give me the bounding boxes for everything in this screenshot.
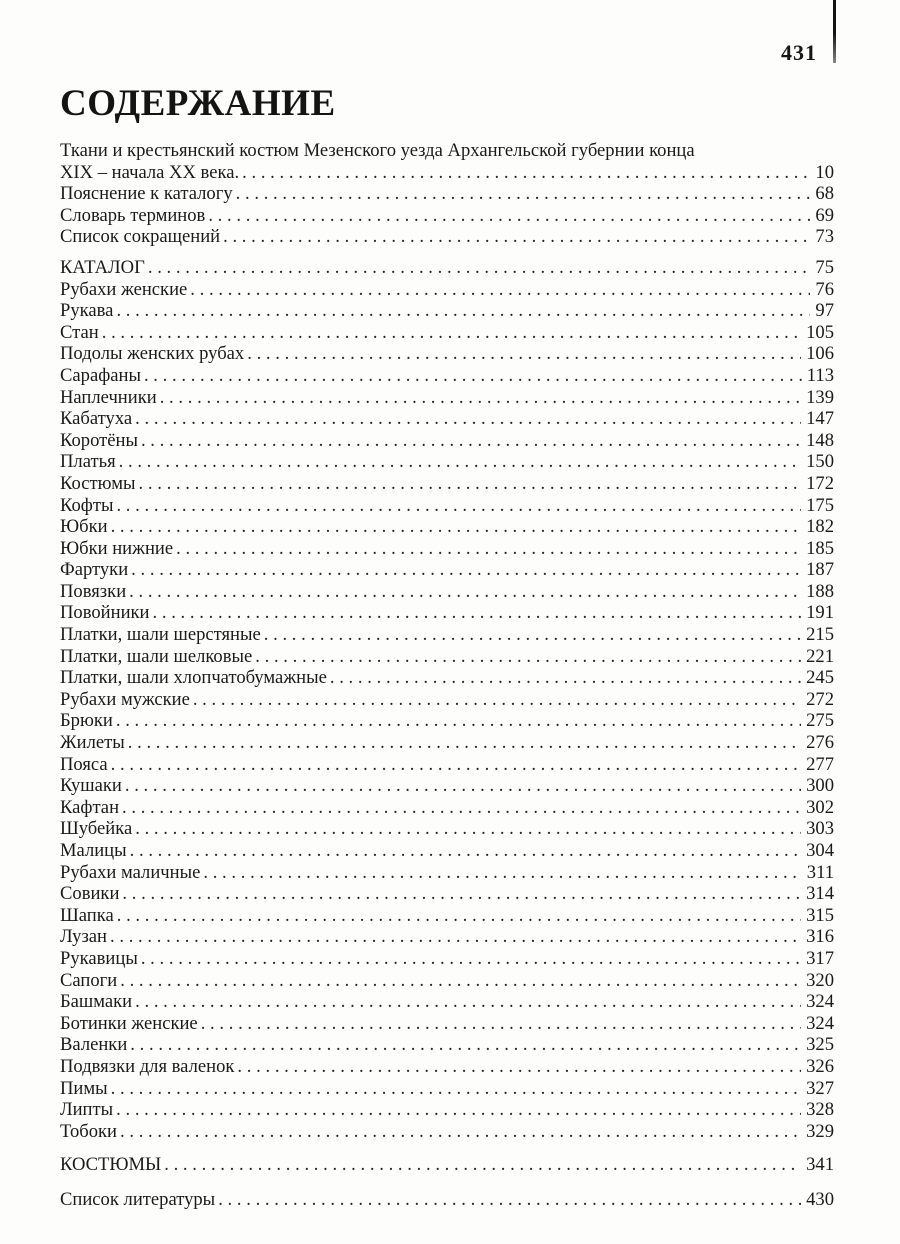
- toc-leader-dots: [173, 538, 801, 560]
- toc-entry-page: 320: [806, 969, 834, 991]
- toc-entry-page: 302: [806, 796, 834, 818]
- toc-entry-page: 304: [806, 840, 834, 861]
- toc-entry-label: Рубахи маличные: [60, 861, 201, 883]
- toc-entry-label: Повязки: [60, 580, 127, 602]
- toc-section-costumes: [60, 1154, 834, 1176]
- toc-entry: [60, 797, 834, 819]
- toc-entry: [60, 905, 834, 927]
- toc-entry-page: 300: [806, 775, 834, 797]
- toc-entry-page: 329: [806, 1120, 834, 1142]
- toc-entry: [60, 183, 834, 205]
- toc-entry-page: 105: [806, 321, 834, 343]
- toc-entry-label: Коротёны: [60, 429, 138, 451]
- toc-entry-page: 311: [806, 861, 834, 883]
- toc-entry-label: Совики: [60, 883, 120, 905]
- toc-entry-page: 97: [815, 300, 834, 322]
- toc-entry-page: 139: [806, 386, 834, 408]
- toc-entry-page: 245: [806, 667, 834, 689]
- toc-leader-dots: [108, 1078, 801, 1100]
- toc-leader-dots: [108, 516, 802, 538]
- toc-entry-label: Тобоки: [60, 1120, 117, 1142]
- toc-leader-dots: [327, 667, 801, 689]
- toc-leader-dots: [132, 408, 801, 430]
- toc-entry-label: Кофты: [60, 494, 114, 516]
- toc-entry-label: Кабатуха: [60, 408, 133, 430]
- toc-section-bibliography: [60, 1189, 834, 1211]
- toc-entry-page: 277: [806, 753, 834, 775]
- toc-entry-page: 172: [806, 472, 834, 494]
- toc-leader-dots: [132, 818, 801, 840]
- toc-leader-dots: [132, 991, 801, 1013]
- toc-entry-label: Юбки нижние: [60, 537, 174, 559]
- toc-entry-label: Наплечники: [60, 386, 157, 408]
- toc-leader-dots: [239, 162, 810, 184]
- toc-entry-page: 106: [806, 343, 834, 365]
- toc-entry: [60, 1013, 834, 1035]
- toc-entry-label: КОСТЮМЫ: [60, 1154, 162, 1176]
- toc-entry: [60, 689, 834, 711]
- toc-entry: [60, 710, 834, 732]
- toc-entry: [60, 451, 834, 473]
- toc-entry: [60, 559, 834, 581]
- toc-entry-label: Подолы женских рубах: [60, 343, 245, 365]
- toc-entry: [60, 948, 834, 970]
- toc-entry-page: 191: [806, 602, 834, 624]
- toc-leader-dots: [114, 905, 801, 927]
- toc-leader-dots: [261, 624, 801, 646]
- toc-entry: [60, 754, 834, 776]
- toc-entry-page: 325: [806, 1034, 834, 1056]
- toc-entry-page: 317: [806, 947, 834, 969]
- toc-entry: [60, 991, 834, 1013]
- toc-leader-dots: [113, 1099, 801, 1121]
- toc-leader-dots: [117, 1121, 801, 1143]
- toc-entry-label: Фартуки: [60, 559, 129, 581]
- toc-entry: [60, 840, 834, 862]
- toc-leader-dots: [157, 387, 801, 409]
- toc-entry-label: Рукава: [60, 300, 114, 322]
- toc-entry-page: 272: [806, 688, 834, 710]
- toc-entry-label: КАТАЛОГ: [60, 256, 145, 278]
- toc-entry-label: Пимы: [60, 1077, 108, 1099]
- toc-entry-label: Сапоги: [60, 969, 118, 991]
- page-title: СОДЕРЖАНИЕ: [60, 83, 336, 124]
- toc-entry: [60, 205, 834, 227]
- toc-entry-label: Список литературы: [60, 1188, 216, 1210]
- toc-leader-dots: [161, 1154, 801, 1176]
- toc-entry-page: 182: [806, 516, 834, 538]
- toc-leader-dots: [233, 183, 811, 205]
- toc-leader-dots: [127, 1034, 801, 1056]
- toc-entry-label: Шапка: [60, 904, 114, 926]
- toc-leader-dots: [113, 495, 801, 517]
- toc-leader-dots: [113, 300, 810, 322]
- toc-entry: [60, 226, 834, 248]
- toc-entry: [60, 775, 834, 797]
- toc-entry-page: 73: [815, 226, 834, 248]
- toc-entry-page: 314: [806, 883, 834, 905]
- toc-entry: [60, 667, 834, 689]
- toc-leader-dots: [190, 689, 801, 711]
- toc-entry-label: Юбки: [60, 516, 108, 538]
- toc-entry-label: Сарафаны: [60, 364, 141, 386]
- toc-entry-label: Жилеты: [60, 732, 125, 754]
- toc-leader-dots: [252, 646, 801, 668]
- toc-entry: [60, 1034, 834, 1056]
- toc-leader-dots: [138, 948, 801, 970]
- toc-leader-dots: [117, 970, 801, 992]
- toc-entry-page: 316: [806, 926, 834, 948]
- toc-entry: [60, 473, 834, 495]
- toc-leader-dots: [128, 559, 801, 581]
- toc-entry-page: 75: [815, 256, 834, 278]
- toc-entry-label: Повойники: [60, 602, 150, 624]
- toc-entry: [60, 926, 834, 948]
- toc-entry-label: Подвязки для валенок: [60, 1055, 235, 1077]
- toc-entry: [60, 279, 834, 301]
- toc-leader-dots: [119, 797, 801, 819]
- toc-entry-page: 215: [806, 624, 834, 646]
- toc-entry: [60, 1121, 834, 1143]
- toc-entry: [60, 883, 834, 905]
- toc-leader-dots: [215, 1189, 801, 1211]
- scan-edge-artifact: [833, 0, 836, 63]
- toc-entry-label: Словарь терминов: [60, 204, 206, 226]
- toc-leader-dots: [198, 1013, 801, 1035]
- toc-entry-page: 148: [806, 429, 834, 451]
- toc-entry-page: 150: [806, 451, 834, 473]
- toc-entry-label: XIX – начала XX века.: [60, 161, 240, 183]
- toc-entry: [60, 322, 834, 344]
- toc-entry-label: Рубахи женские: [60, 278, 188, 300]
- toc-entry-label: Ботинки женские: [60, 1012, 198, 1034]
- toc-leader-dots: [126, 581, 801, 603]
- toc-entry-label: Рукавицы: [60, 947, 138, 969]
- toc-entry-page: 175: [806, 494, 834, 516]
- toc-leader-dots: [200, 862, 801, 884]
- toc-entry-page: 328: [806, 1099, 834, 1121]
- toc-entry-label: Липты: [60, 1099, 114, 1121]
- toc-leader-dots: [141, 365, 802, 387]
- toc-entry-page: 324: [806, 1012, 834, 1034]
- toc-entry: [60, 495, 834, 517]
- toc-entry-label: Брюки: [60, 710, 113, 732]
- toc-leader-dots: [107, 926, 801, 948]
- toc-entry: [60, 1154, 834, 1176]
- toc-entry-label: Пояса: [60, 753, 108, 775]
- toc-leader-dots: [113, 710, 801, 732]
- toc-entry-label: Платки, шали хлопчатобумажные: [60, 667, 327, 689]
- toc-entry: [60, 387, 834, 409]
- toc-entry-page: 113: [806, 364, 834, 386]
- toc-entry: [60, 602, 834, 624]
- toc-entry-label: Платки, шали шерстяные: [60, 624, 261, 646]
- toc-entry: [60, 732, 834, 754]
- toc-entry: [60, 1056, 834, 1078]
- toc-entry-label: Пояснение к каталогу: [60, 183, 233, 205]
- toc-entry-label: Башмаки: [60, 991, 133, 1013]
- toc-entry: [60, 1099, 834, 1121]
- toc-entry: [60, 538, 834, 560]
- toc-entry-label: Кафтан: [60, 796, 120, 818]
- toc-entry: [60, 162, 834, 184]
- toc-entry: [60, 970, 834, 992]
- toc-leader-dots: [99, 322, 801, 344]
- toc-leader-dots: [122, 775, 801, 797]
- toc-entry-label: Малицы: [60, 840, 127, 861]
- toc-section-catalog: [60, 257, 834, 1142]
- toc-entry-page: 341: [806, 1154, 834, 1176]
- toc-entry-page: 324: [806, 991, 834, 1013]
- toc-entry: [60, 818, 834, 840]
- page-number: 431: [781, 40, 817, 65]
- toc-entry: [60, 343, 834, 365]
- toc-entry-page: 188: [806, 580, 834, 602]
- toc-entry: [60, 624, 834, 646]
- toc-leader-dots: [136, 473, 802, 495]
- toc-entry: [60, 862, 834, 884]
- toc-entry: [60, 365, 834, 387]
- toc-entry-label: Кушаки: [60, 775, 122, 797]
- toc-entry-label: Стан: [60, 321, 99, 343]
- toc-leader-dots: [108, 754, 801, 776]
- toc-leader-dots: [125, 732, 801, 754]
- toc-entry-label: Костюмы: [60, 472, 136, 494]
- toc-entry: [60, 300, 834, 322]
- toc-entry-page: 275: [806, 710, 834, 732]
- toc-leader-dots: [138, 430, 801, 452]
- toc-entry-page: 185: [806, 537, 834, 559]
- toc-leader-dots: [234, 1056, 801, 1078]
- toc-entry-label: Лузан: [60, 926, 107, 948]
- toc-entry: [60, 1189, 834, 1211]
- toc-leader-dots: [244, 343, 801, 365]
- toc-leader-dots: [205, 205, 810, 227]
- toc-entry: [60, 140, 834, 162]
- toc-entry: [60, 408, 834, 430]
- toc-leader-dots: [119, 883, 801, 905]
- toc-entry-page: 69: [815, 204, 834, 226]
- toc-entry: [60, 257, 834, 279]
- toc-entry-page: 10: [815, 161, 834, 183]
- toc-entry-page: 303: [806, 818, 834, 840]
- toc-entry-page: 68: [815, 183, 834, 205]
- toc-leader-dots: [145, 257, 811, 279]
- toc-entry-page: 187: [806, 559, 834, 581]
- toc-section-front-matter: [60, 140, 834, 248]
- toc-entry-label: Список сокращений: [60, 226, 221, 248]
- toc-entry-page: 326: [806, 1055, 834, 1077]
- toc-entry-page: 221: [806, 645, 834, 667]
- toc-entry-page: 315: [806, 904, 834, 926]
- toc-entry: [60, 646, 834, 668]
- toc-leader-dots: [127, 840, 801, 862]
- toc-entry-label: Валенки: [60, 1034, 128, 1056]
- toc-entry-label: Ткани и крестьянский костюм Мезенского уезда Архангельской губернии конца: [60, 140, 695, 161]
- toc-leader-dots: [187, 279, 810, 301]
- toc-entry: [60, 1078, 834, 1100]
- toc-entry-page: 76: [815, 278, 834, 300]
- toc-entry-label: Платья: [60, 451, 116, 473]
- toc-entry: [60, 430, 834, 452]
- toc-entry-page: 276: [806, 732, 834, 754]
- toc-leader-dots: [220, 226, 810, 248]
- toc-entry-page: 327: [806, 1077, 834, 1099]
- toc-list: [60, 140, 834, 1211]
- toc-leader-dots: [116, 451, 801, 473]
- toc-entry: [60, 516, 834, 538]
- toc-entry-label: Платки, шали шелковые: [60, 645, 253, 667]
- toc-leader-dots: [150, 602, 802, 624]
- toc-entry-page: 147: [806, 408, 834, 430]
- toc-entry-label: Рубахи мужские: [60, 688, 190, 710]
- toc-entry-label: Шубейка: [60, 818, 133, 840]
- toc-entry: [60, 581, 834, 603]
- toc-entry-page: 430: [806, 1188, 834, 1210]
